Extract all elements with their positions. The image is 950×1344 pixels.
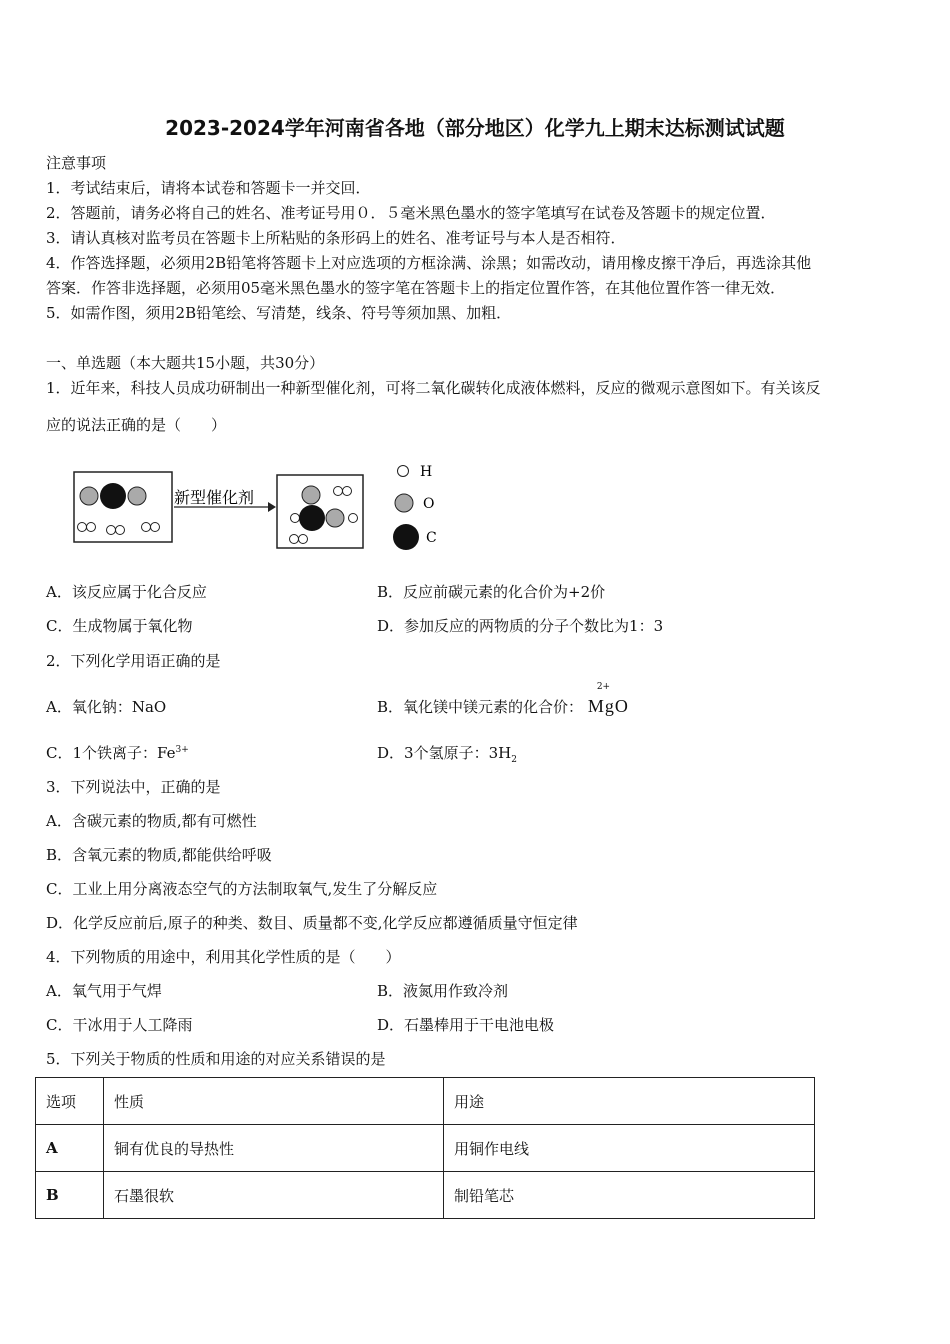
table-row — [36, 1125, 815, 1172]
page-title: 2023-2024学年河南省各地（部分地区）化学九上期末达标测试试题 — [165, 116, 785, 140]
notice-item: 答案．作答非选择题，必须用05毫米黑色墨水的签字笔在答题卡上的指定位置作答，在其他位置作答一律无效． — [46, 279, 786, 297]
q1-stem: 1．近年来，科技人员成功研制出一种新型催化剂，可将二氧化碳转化成液体燃料，反应的微观示意图如下。有关该反 — [46, 379, 821, 397]
table-cell: A — [36, 1125, 104, 1172]
q1-option-b: B．反应前碳元素的化合价为+2价 — [377, 583, 606, 601]
q3-option-a: A．含碳元素的物质,都有可燃性 — [46, 812, 257, 830]
q2-option-a: A．氧化钠：NaO — [46, 698, 167, 716]
q3-stem: 3．下列说法中，正确的是 — [46, 778, 221, 796]
q1-option-d: D．参加反应的两物质的分子个数比为1：3 — [377, 617, 664, 635]
q1-option-c: C．生成物属于氧化物 — [46, 617, 193, 635]
oxygen-legend-icon — [395, 494, 413, 512]
q4-option-b: B．液氮用作致冷剂 — [377, 982, 509, 1000]
table-cell: 石墨很软 — [104, 1172, 444, 1219]
reaction-diagram — [70, 455, 470, 560]
section-heading: 一、单选题（本大题共15小题，共30分） — [46, 354, 325, 372]
q3-option-d: D．化学反应前后,原子的种类、数目、质量都不变,化学反应都遵循质量守恒定律 — [46, 914, 578, 932]
notice-item: 5．如需作图，须用2B铅笔绘、写清楚，线条、符号等须加黑、加粗． — [46, 304, 512, 322]
table-cell: 铜有优良的导热性 — [104, 1125, 444, 1172]
q5-table — [35, 1077, 815, 1219]
q1-option-a: A．该反应属于化合反应 — [46, 583, 207, 601]
charge-superscript: 3+ — [175, 745, 189, 755]
table-cell: B — [36, 1172, 104, 1219]
atom-subscript: 2 — [511, 755, 517, 765]
mgo-formula: MgO — [587, 696, 629, 716]
q2-option-c — [46, 742, 189, 763]
legend-h-label: H — [420, 464, 433, 480]
carbon-legend-icon — [393, 524, 419, 550]
valence-label: 2+ — [596, 682, 611, 692]
table-header-row — [36, 1078, 815, 1125]
q2-option-d-text: D．3个氢原子：3H — [377, 744, 512, 762]
q4-stem: 4．下列物质的用途中，利用其化学性质的是（ ） — [46, 948, 401, 966]
catalyst-label: 新型催化剂 — [174, 488, 255, 507]
notice-item: 4．作答选择题，必须用2B铅笔将答题卡上对应选项的方框涂满、涂黑；如需改动，请用橡皮擦干净后，再选涂其他 — [46, 254, 812, 272]
q3-option-b: B．含氧元素的物质,都能供给呼吸 — [46, 846, 272, 864]
notice-heading: 注意事项 — [46, 154, 107, 172]
legend-c-label: C — [426, 530, 437, 546]
q2-option-b — [377, 682, 629, 717]
q2-option-c-text: C．1个铁离子：Fe — [46, 744, 176, 762]
q2-stem: 2．下列化学用语正确的是 — [46, 652, 221, 670]
table-header-cell: 选项 — [36, 1078, 104, 1125]
table-row — [36, 1172, 815, 1219]
notice-item: 1．考试结束后，请将本试卷和答题卡一并交回． — [46, 179, 371, 197]
q1-stem-cont: 应的说法正确的是（ ） — [46, 416, 227, 434]
q5-stem: 5．下列关于物质的性质和用途的对应关系错误的是 — [46, 1050, 386, 1068]
q4-option-d: D．石墨棒用于干电池电极 — [377, 1016, 555, 1034]
hydrogen-legend-icon — [398, 466, 409, 477]
notice-item: 2．答题前，请务必将自己的姓名、准考证号用０．５毫米黑色墨水的签字笔填写在试卷及答题卡的规定位置． — [46, 204, 776, 222]
table-header-cell: 性质 — [104, 1078, 444, 1125]
q4-option-c: C．干冰用于人工降雨 — [46, 1016, 193, 1034]
q3-option-c: C．工业上用分离液态空气的方法制取氧气,发生了分解反应 — [46, 880, 438, 898]
table-cell: 用铜作电线 — [444, 1125, 815, 1172]
q4-option-a: A．氧气用于气焊 — [46, 982, 162, 1000]
table-cell: 制铅笔芯 — [444, 1172, 815, 1219]
legend-o-label: O — [423, 496, 435, 512]
table-header-cell: 用途 — [444, 1078, 815, 1125]
q2-option-d — [377, 742, 517, 765]
notice-item: 3．请认真核对监考员在答题卡上所粘贴的条形码上的姓名、准考证号与本人是否相符． — [46, 229, 626, 247]
q2-option-b-text: B．氧化镁中镁元素的化合价： — [377, 698, 584, 716]
